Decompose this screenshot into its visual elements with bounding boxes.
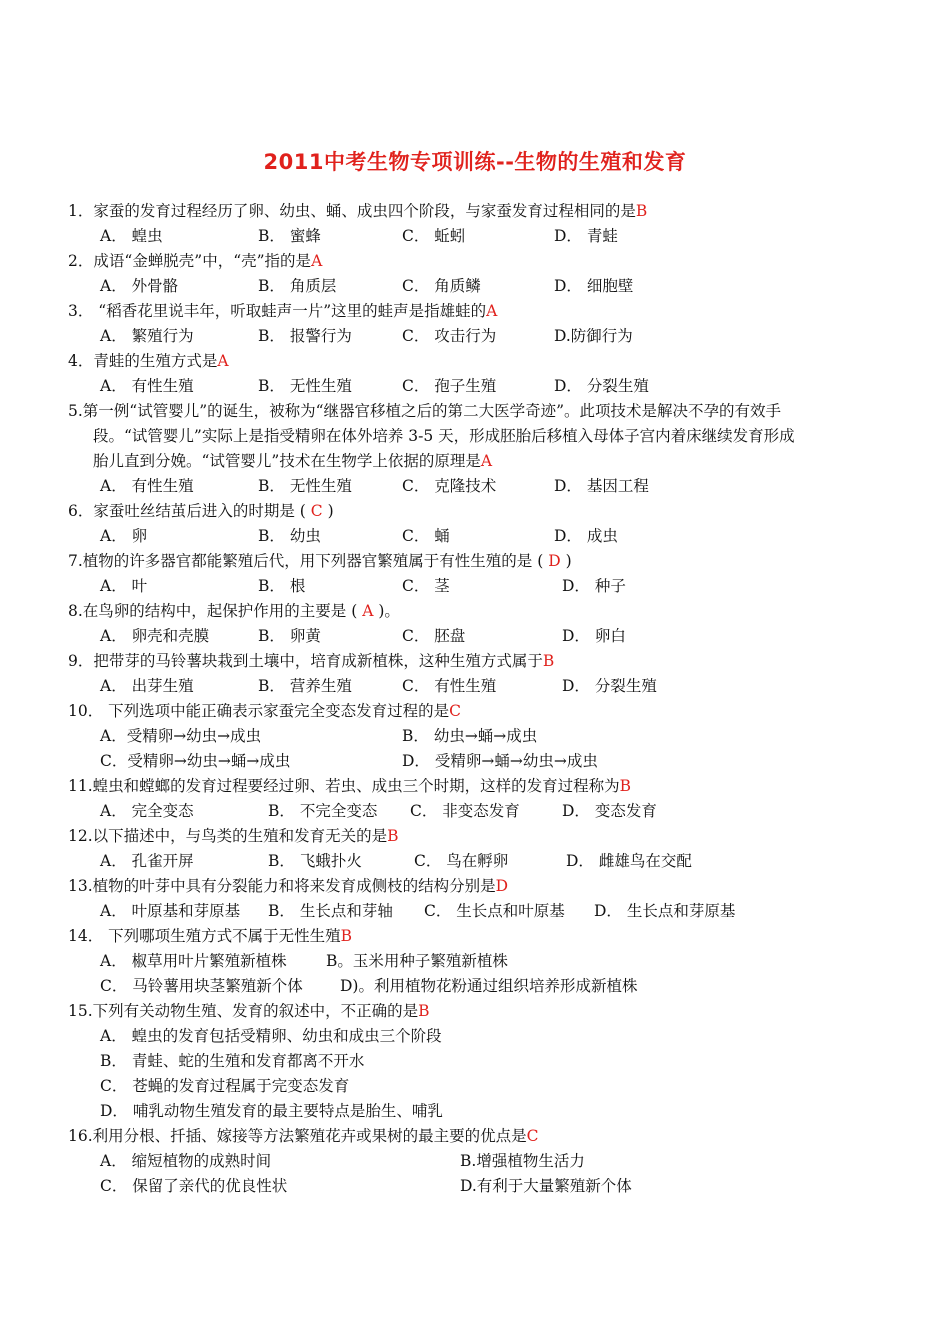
- option: A． 繁殖行为: [100, 327, 194, 345]
- option: C． 角质鳞: [402, 277, 481, 295]
- question-4-stem: 4．青蛙的生殖方式是A: [68, 352, 229, 370]
- answer-key: B: [542, 652, 555, 670]
- option: C． 茎: [402, 577, 450, 595]
- answer-key: D: [548, 552, 561, 570]
- question-6-stem: 6．家蚕吐丝结茧后进入的时期是 ( C ): [68, 502, 334, 520]
- answer-key: A: [311, 252, 323, 270]
- option: B． 无性生殖: [258, 477, 352, 495]
- option: D． 细胞壁: [554, 277, 634, 295]
- option: C． 非变态发育: [410, 802, 520, 820]
- option: C． 蛹: [402, 527, 450, 545]
- question-10-stem: 10． 下列选项中能正确表示家蚕完全变态发育过程的是C: [68, 702, 462, 720]
- option: A． 椒草用叶片繁殖新植株: [100, 952, 287, 970]
- option: A． 卵: [100, 527, 148, 545]
- option: A．受精卵→幼虫→成虫: [100, 727, 262, 745]
- option: D． 种子: [562, 577, 626, 595]
- option: C． 孢子生殖: [402, 377, 497, 395]
- option: D)。利用植物花粉通过组织培养形成新植株: [340, 977, 638, 995]
- option: D． 受精卵→蛹→幼虫→成虫: [402, 752, 598, 770]
- option: B． 青蛙、蛇的生殖和发育都离不开水: [100, 1052, 365, 1070]
- option: A． 卵壳和壳膜: [100, 627, 210, 645]
- answer-key: C: [526, 1127, 539, 1145]
- option: B． 根: [258, 577, 306, 595]
- option: C． 鸟在孵卵: [414, 852, 509, 870]
- question-8-stem: 8.在鸟卵的结构中，起保护作用的主要是 ( A )。: [68, 602, 400, 620]
- answer-key: B: [635, 202, 648, 220]
- option: D． 成虫: [554, 527, 618, 545]
- option: D． 分裂生殖: [554, 377, 649, 395]
- option: A． 有性生殖: [100, 477, 194, 495]
- option: A． 叶原基和芽原基: [100, 902, 241, 920]
- option: B． 卵黄: [258, 627, 321, 645]
- option: D． 雌雄鸟在交配: [566, 852, 692, 870]
- option: B.增强植物生活力: [460, 1152, 585, 1170]
- answer-key: B: [340, 927, 353, 945]
- option: A． 完全变态: [100, 802, 194, 820]
- answer-key: D: [495, 877, 509, 895]
- option: C． 苍蝇的发育过程属于完变态发育: [100, 1077, 350, 1095]
- option: B． 无性生殖: [258, 377, 352, 395]
- option: A． 缩短植物的成熟时间: [100, 1152, 272, 1170]
- answer-key: B: [619, 777, 632, 795]
- option: D.有利于大量繁殖新个体: [460, 1177, 632, 1195]
- option: B． 幼虫→蛹→成虫: [402, 727, 538, 745]
- answer-key: B: [387, 827, 399, 845]
- answer-key: B: [418, 1002, 430, 1020]
- question-3-stem: 3． “稻香花里说丰年，听取蛙声一片”这里的蛙声是指雄蛙的A: [68, 302, 498, 320]
- question-7-stem: 7.植物的许多器官都能繁殖后代，用下列器官繁殖属于有性生殖的是 ( D ): [68, 552, 572, 570]
- option: B． 不完全变态: [268, 802, 378, 820]
- option: B． 生长点和芽轴: [268, 902, 393, 920]
- option: D． 哺乳动物生殖发育的最主要特点是胎生、哺乳: [100, 1102, 443, 1120]
- option: C． 攻击行为: [402, 327, 497, 345]
- option: D． 分裂生殖: [562, 677, 657, 695]
- page-title: 2011中考生物专项训练--生物的生殖和发育: [263, 150, 687, 174]
- question-11-stem: 11.蝗虫和螳螂的发育过程要经过卵、若虫、成虫三个时期，这样的发育过程称为B: [68, 777, 632, 795]
- option: A． 蝗虫的发育包括受精卵、幼虫和成虫三个阶段: [100, 1027, 442, 1045]
- option: B． 报警行为: [258, 327, 352, 345]
- option: B． 蜜蜂: [258, 227, 321, 245]
- question-5-stem-line-3: 胎儿直到分娩。“试管婴儿”技术在生物学上依据的原理是A: [93, 452, 493, 470]
- question-1-stem: 1．家蚕的发育过程经历了卵、幼虫、蛹、成虫四个阶段，与家蚕发育过程相同的是B: [68, 202, 648, 220]
- option: C．受精卵→幼虫→蛹→成虫: [100, 752, 291, 770]
- option: C． 有性生殖: [402, 677, 497, 695]
- option: A． 有性生殖: [100, 377, 194, 395]
- option: C． 蚯蚓: [402, 227, 466, 245]
- answer-key: A: [486, 302, 498, 320]
- question-2-stem: 2．成语“金蝉脱壳”中，“壳”指的是A: [68, 252, 323, 270]
- answer-key: C: [449, 702, 462, 720]
- question-9-stem: 9．把带芽的马铃薯块栽到土壤中，培育成新植株，这种生殖方式属于B: [68, 652, 555, 670]
- answer-key: A: [480, 452, 493, 470]
- option: B． 幼虫: [258, 527, 321, 545]
- option: A． 叶: [100, 577, 148, 595]
- option: B。玉米用种子繁殖新植株: [326, 952, 508, 970]
- option: A． 出芽生殖: [100, 677, 194, 695]
- option: D． 青蛙: [554, 227, 618, 245]
- answer-key: A: [217, 352, 229, 370]
- question-5-stem-line-2: 段。“试管婴儿”实际上是指受精卵在体外培养 3-5 天，形成胚胎后移植入母体子宫内着床继续发育形成: [93, 427, 795, 445]
- option: B． 角质层: [258, 277, 337, 295]
- question-12-stem: 12.以下描述中，与鸟类的生殖和发育无关的是B: [68, 827, 399, 845]
- option: D． 基因工程: [554, 477, 649, 495]
- option: C． 胚盘: [402, 627, 466, 645]
- option: C． 克隆技术: [402, 477, 497, 495]
- question-14-stem: 14． 下列哪项生殖方式不属于无性生殖B: [68, 927, 353, 945]
- question-13-stem: 13.植物的叶芽中具有分裂能力和将来发育成侧枝的结构分别是D: [68, 877, 509, 895]
- option: B． 营养生殖: [258, 677, 352, 695]
- option: D． 卵白: [562, 627, 626, 645]
- option: D． 生长点和芽原基: [594, 902, 736, 920]
- question-15-stem: 15.下列有关动物生殖、发育的叙述中，不正确的是B: [68, 1002, 430, 1020]
- option: A． 孔雀开屏: [100, 852, 194, 870]
- question-16-stem: 16.利用分根、扦插、嫁接等方法繁殖花卉或果树的最主要的优点是C: [68, 1127, 539, 1145]
- option: B． 飞蛾扑火: [268, 852, 362, 870]
- question-5-stem-line-1: 5.第一例“试管婴儿”的诞生，被称为“继器官移植之后的第二大医学奇迹”。此项技术是解决不孕的有效手: [68, 402, 781, 420]
- option: A． 蝗虫: [100, 227, 163, 245]
- option: A． 外骨骼: [100, 277, 179, 295]
- answer-key: C: [310, 502, 323, 520]
- answer-key: A: [362, 602, 374, 620]
- option: D.防御行为: [554, 327, 633, 345]
- option: C． 马铃薯用块茎繁殖新个体: [100, 977, 303, 995]
- option: C． 生长点和叶原基: [424, 902, 565, 920]
- option: C． 保留了亲代的优良性状: [100, 1177, 288, 1195]
- option: D． 变态发育: [562, 802, 657, 820]
